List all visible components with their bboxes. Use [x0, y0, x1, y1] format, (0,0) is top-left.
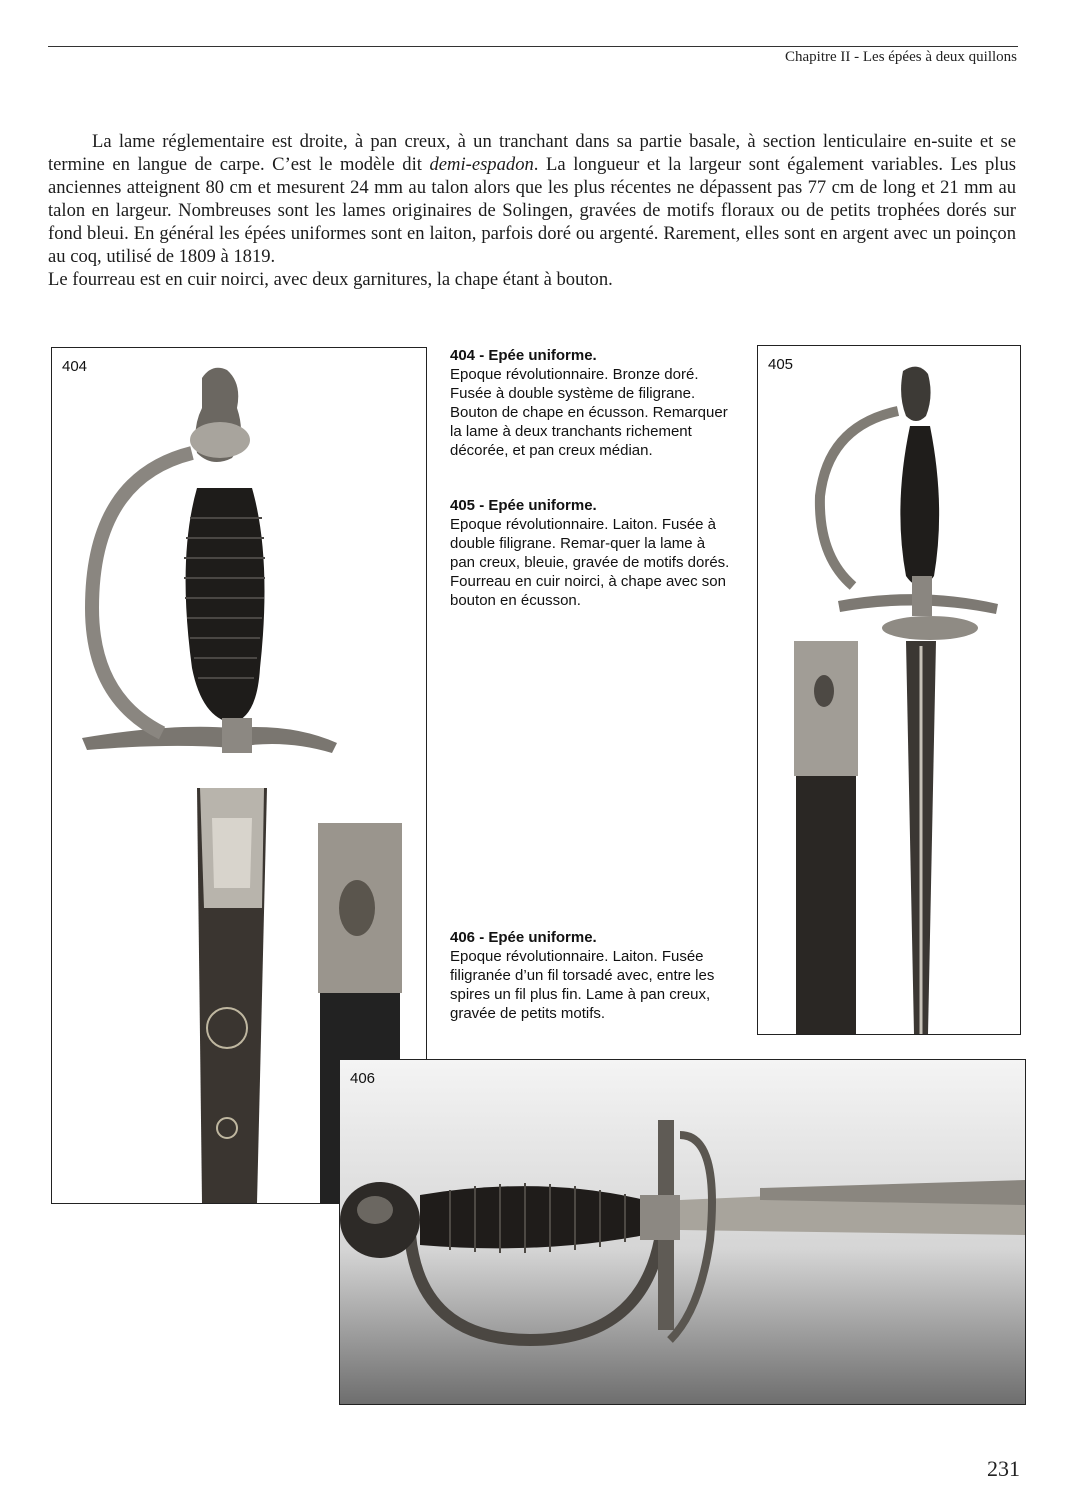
sword-406-illustration [340, 1060, 1025, 1404]
intro-paragraph-1-italic: demi-espadon [429, 154, 534, 175]
page-number: 231 [987, 1456, 1020, 1481]
figure-405-number: 405 [768, 356, 794, 373]
caption-404 [450, 346, 730, 460]
figure-405-photo [757, 345, 1021, 1035]
caption-405-body: Epoque révolutionnaire. Laiton. Fusée à double filigrane. Remar-quer la lame à pan creux, bleuie, gravée de motifs dorés. Fourreau en cuir noirci, à chape avec son bouton en écusson. [450, 516, 730, 609]
figure-404-number: 404 [62, 358, 88, 375]
caption-406-body: Epoque révolutionnaire. Laiton. Fusée filigranée d’un fil torsadé avec, entre les spires un fil plus fin. Lame à pan creux, gravée de petits motifs. [450, 948, 715, 1022]
caption-404-body: Epoque révolutionnaire. Bronze doré. Fusée à double système de filigrane. Bouton de chape en écusson. Remarquer la lame à deux tranchants richement décorée, et pan creux médian. [450, 366, 728, 459]
intro-paragraph-2: Le fourreau est en cuir noirci, avec deux garnitures, la chape étant à bouton. [48, 269, 613, 290]
caption-406 [450, 928, 730, 1023]
intro-paragraph-1-part-2: . La longueur et la largeur sont également variables. Les plus anciennes atteignent 80 cm et mesurent 24 mm au talon alors que les plus récentes ne dépassent pas 77 cm de long et 21 mm au talon en largeur. Nombreuses sont les lames originaires de Solingen, gravées de motifs floraux ou de petits trophées dorés sur fond bleui. En général les épées uniformes sont en laiton, parfois doré ou argenté. Rarement, elles sont en argent avec un poinçon au coq, utilisé de 1809 à 1819. [48, 154, 1016, 267]
figure-406-photo [339, 1059, 1026, 1405]
figure-406-number: 406 [350, 1070, 376, 1087]
sword-405-illustration [758, 346, 1020, 1034]
intro-paragraph-1 [48, 130, 1016, 268]
caption-405-title: 405 - Epée uniforme. [450, 497, 597, 514]
running-header: Chapitre II - Les épées à deux quillons [784, 49, 1017, 65]
header-rule [48, 46, 1018, 47]
intro-paragraph-1-part-1: La lame réglementaire est droite, à pan creux, à un tranchant dans sa partie basale, à section lenticulaire en-suite et se termine en langue de carpe. C’est le modèle dit [48, 131, 1016, 175]
intro-text [48, 130, 1016, 291]
caption-405 [450, 496, 730, 610]
caption-406-title: 406 - Epée uniforme. [450, 929, 597, 946]
caption-404-title: 404 - Epée uniforme. [450, 347, 597, 364]
